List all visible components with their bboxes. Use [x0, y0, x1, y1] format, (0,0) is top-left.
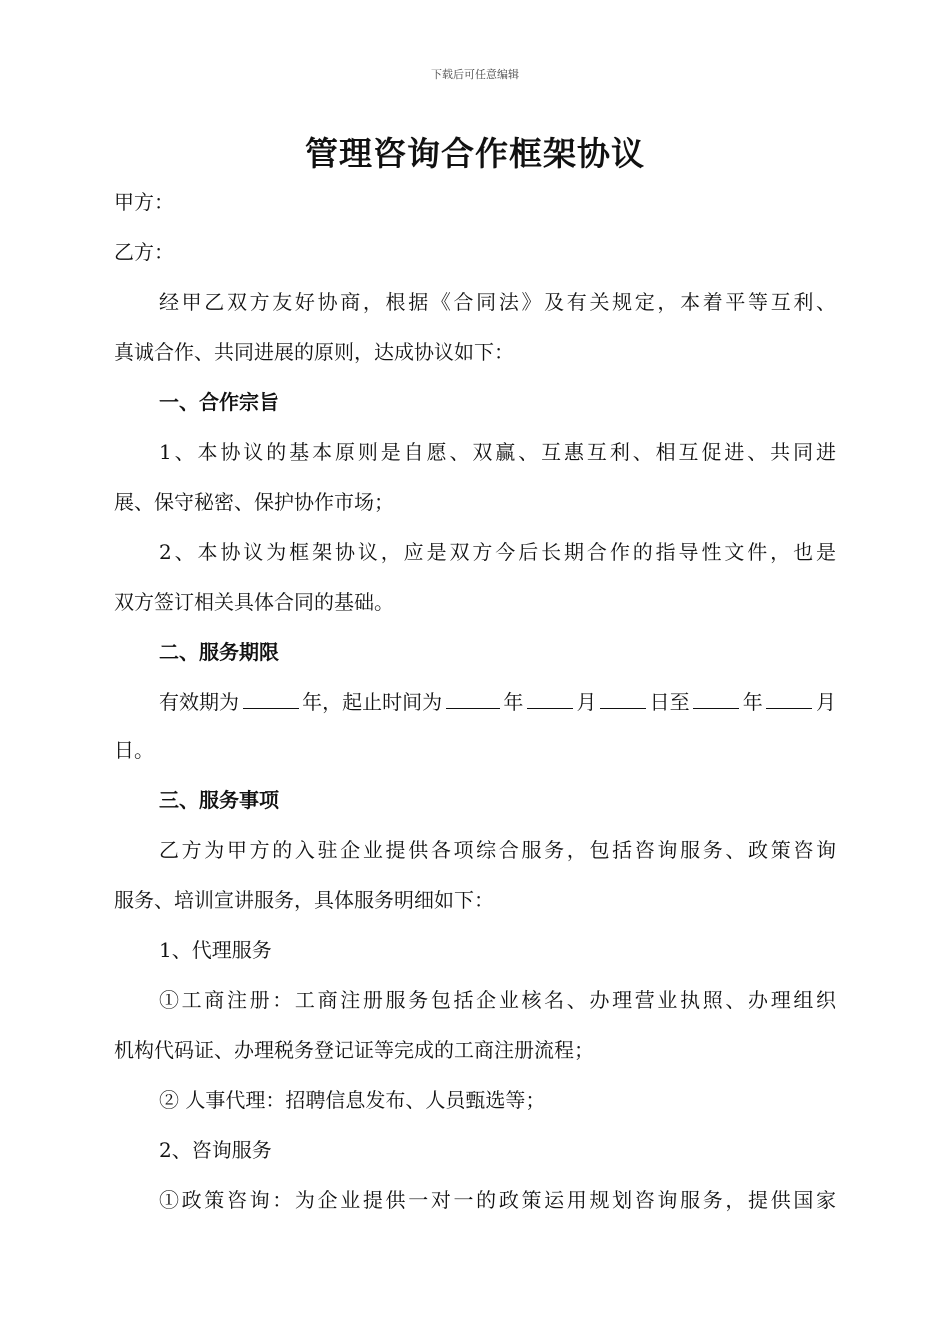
section-2-heading: 二、服务期限	[159, 640, 279, 664]
business-registration-line-2: 机构代码证、办理税务登记证等完成的工商注册流程；	[114, 1038, 594, 1062]
term-text-start-end: 年，起止时间为	[302, 690, 443, 714]
start-day-blank[interactable]	[600, 686, 646, 709]
section-1-item-1-line-1: 1、本协议的基本原则是自愿、双赢、互惠互利、相互促进、共同进	[159, 440, 836, 464]
business-registration-line-1: ①工商注册：工商注册服务包括企业核名、办理营业执照、办理组织	[159, 988, 836, 1012]
end-year-blank[interactable]	[693, 686, 739, 709]
intro-line-1: 经甲乙双方友好协商，根据《合同法》及有关规定，本着平等互利、	[159, 290, 836, 314]
section-1-heading: 一、合作宗旨	[159, 390, 279, 414]
section-3-intro-line-1: 乙方为甲方的入驻企业提供各项综合服务，包括咨询服务、政策咨询	[159, 838, 836, 862]
header-note: 下载后可任意编辑	[431, 68, 519, 81]
term-text-month-1: 月	[576, 690, 597, 714]
term-years-blank[interactable]	[243, 686, 299, 709]
term-text-year-2: 年	[742, 690, 763, 714]
end-month-blank[interactable]	[766, 686, 812, 709]
party-a-label: 甲方：	[114, 190, 174, 214]
term-text-year-1: 年	[503, 690, 524, 714]
term-text-month-2: 月	[815, 690, 836, 714]
section-1-item-2-line-1: 2、本协议为框架协议，应是双方今后长期合作的指导性文件，也是	[159, 540, 836, 564]
section-1-item-1-line-2: 展、保守秘密、保护协作市场；	[114, 490, 394, 514]
term-text-valid-period: 有效期为	[159, 690, 239, 714]
policy-consulting-line-1: ①政策咨询：为企业提供一对一的政策运用规划咨询服务，提供国家	[159, 1188, 836, 1212]
party-b-label: 乙方：	[114, 240, 174, 264]
section-3-intro-line-2: 服务、培训宣讲服务，具体服务明细如下：	[114, 888, 494, 912]
start-month-blank[interactable]	[527, 686, 573, 709]
document-title: 管理咨询合作框架协议	[305, 134, 645, 173]
section-1-item-2-line-2: 双方签订相关具体合同的基础。	[114, 590, 394, 614]
consulting-service-heading: 2、咨询服务	[159, 1138, 272, 1162]
term-line-2: 日。	[114, 738, 154, 762]
start-year-blank[interactable]	[446, 686, 500, 709]
agency-service-heading: 1、代理服务	[159, 938, 272, 962]
hr-agency-item: ② 人事代理：招聘信息发布、人员甄选等；	[159, 1088, 546, 1112]
term-text-day-to: 日至	[649, 690, 690, 714]
section-3-heading: 三、服务事项	[159, 788, 279, 812]
term-line	[159, 686, 836, 716]
intro-line-2: 真诚合作、共同进展的原则，达成协议如下：	[114, 340, 514, 364]
